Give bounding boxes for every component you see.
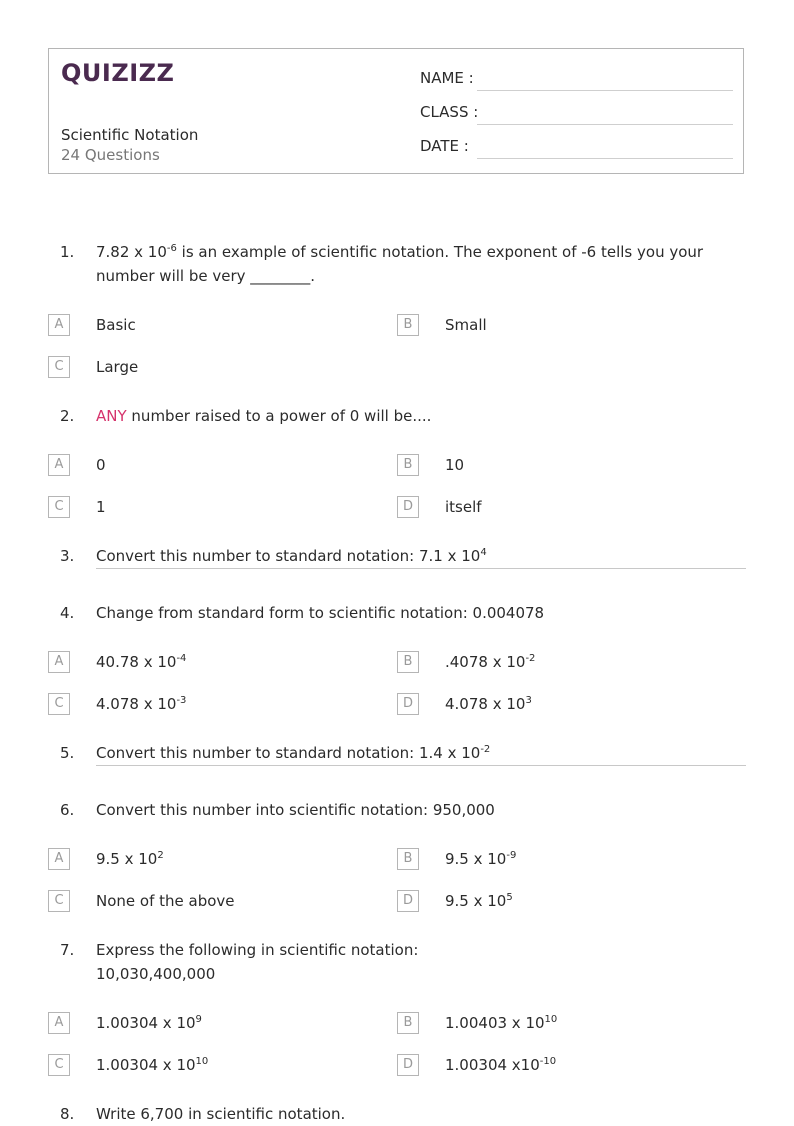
option-letter[interactable]: B — [397, 314, 419, 336]
option-letter[interactable]: C — [48, 890, 70, 912]
option-text[interactable]: 40.78 x $10^{-4}$ — [96, 653, 187, 671]
question-count: 24 Questions — [61, 146, 160, 164]
option-text[interactable]: 1.00304 x $10^{10}$ — [96, 1056, 209, 1074]
highlight-word: ANY — [96, 407, 127, 425]
name-label: NAME : — [420, 69, 474, 87]
question-text: 7.82 x $10^{-6}$ is an example of scientific notation. The exponent of -6 tells you your number will be very ________. — [96, 243, 704, 285]
option-letter[interactable]: C — [48, 1054, 70, 1076]
option-letter[interactable]: B — [397, 651, 419, 673]
option-letter[interactable]: B — [397, 454, 419, 476]
question-number: 2. — [60, 407, 75, 425]
question-text: Change from standard form to scientific notation: 0.004078 — [96, 604, 545, 622]
option-text[interactable]: .4078 x $10^{-2}$ — [445, 653, 536, 671]
question-number: 3. — [60, 547, 75, 565]
option-letter[interactable]: C — [48, 356, 70, 378]
option-letter[interactable]: D — [397, 693, 419, 715]
option-text[interactable]: 9.5 x $10^5$ — [445, 892, 513, 910]
option-letter[interactable]: D — [397, 890, 419, 912]
option-text[interactable]: itself — [445, 498, 482, 516]
option-text[interactable]: Basic — [96, 316, 136, 334]
option-text[interactable]: 1.00403 x $10^{10}$ — [445, 1014, 558, 1032]
option-letter[interactable]: A — [48, 651, 70, 673]
option-letter[interactable]: B — [397, 848, 419, 870]
option-text[interactable]: 0 — [96, 456, 106, 474]
name-line — [477, 90, 733, 91]
option-text[interactable]: Small — [445, 316, 487, 334]
question-text: Convert this number to standard notation: 7.1 x $10^4$ — [96, 547, 487, 565]
class-line — [477, 124, 733, 125]
option-letter[interactable]: C — [48, 693, 70, 715]
answer-line[interactable] — [96, 568, 746, 569]
option-text[interactable]: 1.00304 $x10^{-10}$ — [445, 1056, 557, 1074]
option-text[interactable]: 9.5 x $10^2$ — [96, 850, 164, 868]
option-text[interactable]: 9.5 x $10^{-9}$ — [445, 850, 517, 868]
option-text[interactable]: 4.078 x $10^3$ — [445, 695, 532, 713]
option-letter[interactable]: A — [48, 314, 70, 336]
question-text: Convert this number to standard notation: 1.4 x $10^{-2}$ — [96, 744, 491, 762]
option-letter[interactable]: A — [48, 1012, 70, 1034]
option-letter[interactable]: A — [48, 848, 70, 870]
date-line — [477, 158, 733, 159]
question-number: 5. — [60, 744, 75, 762]
question-text: ANY number raised to a power of 0 will be.... — [96, 407, 432, 425]
option-text[interactable]: 10 — [445, 456, 465, 474]
option-letter[interactable]: C — [48, 496, 70, 518]
option-text[interactable]: Large — [96, 358, 139, 376]
option-letter[interactable]: D — [397, 1054, 419, 1076]
question-number: 4. — [60, 604, 75, 622]
question-text: Express the following in scientific notation: 10,030,400,000 — [96, 941, 419, 983]
option-letter[interactable]: D — [397, 496, 419, 518]
class-label: CLASS : — [420, 103, 479, 121]
option-text[interactable]: 1 — [96, 498, 106, 516]
option-text[interactable]: 4.078 x $10^{-3}$ — [96, 695, 187, 713]
quizizz-logo: QUIZIZZ — [61, 59, 175, 87]
worksheet-header — [48, 48, 744, 174]
option-text[interactable]: 1.00304 x $10^9$ — [96, 1014, 202, 1032]
option-text[interactable]: None of the above — [96, 892, 235, 910]
option-letter[interactable]: A — [48, 454, 70, 476]
question-number: 1. — [60, 243, 75, 261]
option-letter[interactable]: B — [397, 1012, 419, 1034]
worksheet-title: Scientific Notation — [61, 126, 199, 144]
question-text: Convert this number into scientific notation: 950,000 — [96, 801, 495, 819]
question-number: 8. — [60, 1105, 75, 1123]
date-label: DATE : — [420, 137, 469, 155]
answer-line[interactable] — [96, 765, 746, 766]
question-number: 7. — [60, 941, 75, 959]
question-text: Write 6,700 in scientific notation. — [96, 1105, 346, 1123]
question-number: 6. — [60, 801, 75, 819]
